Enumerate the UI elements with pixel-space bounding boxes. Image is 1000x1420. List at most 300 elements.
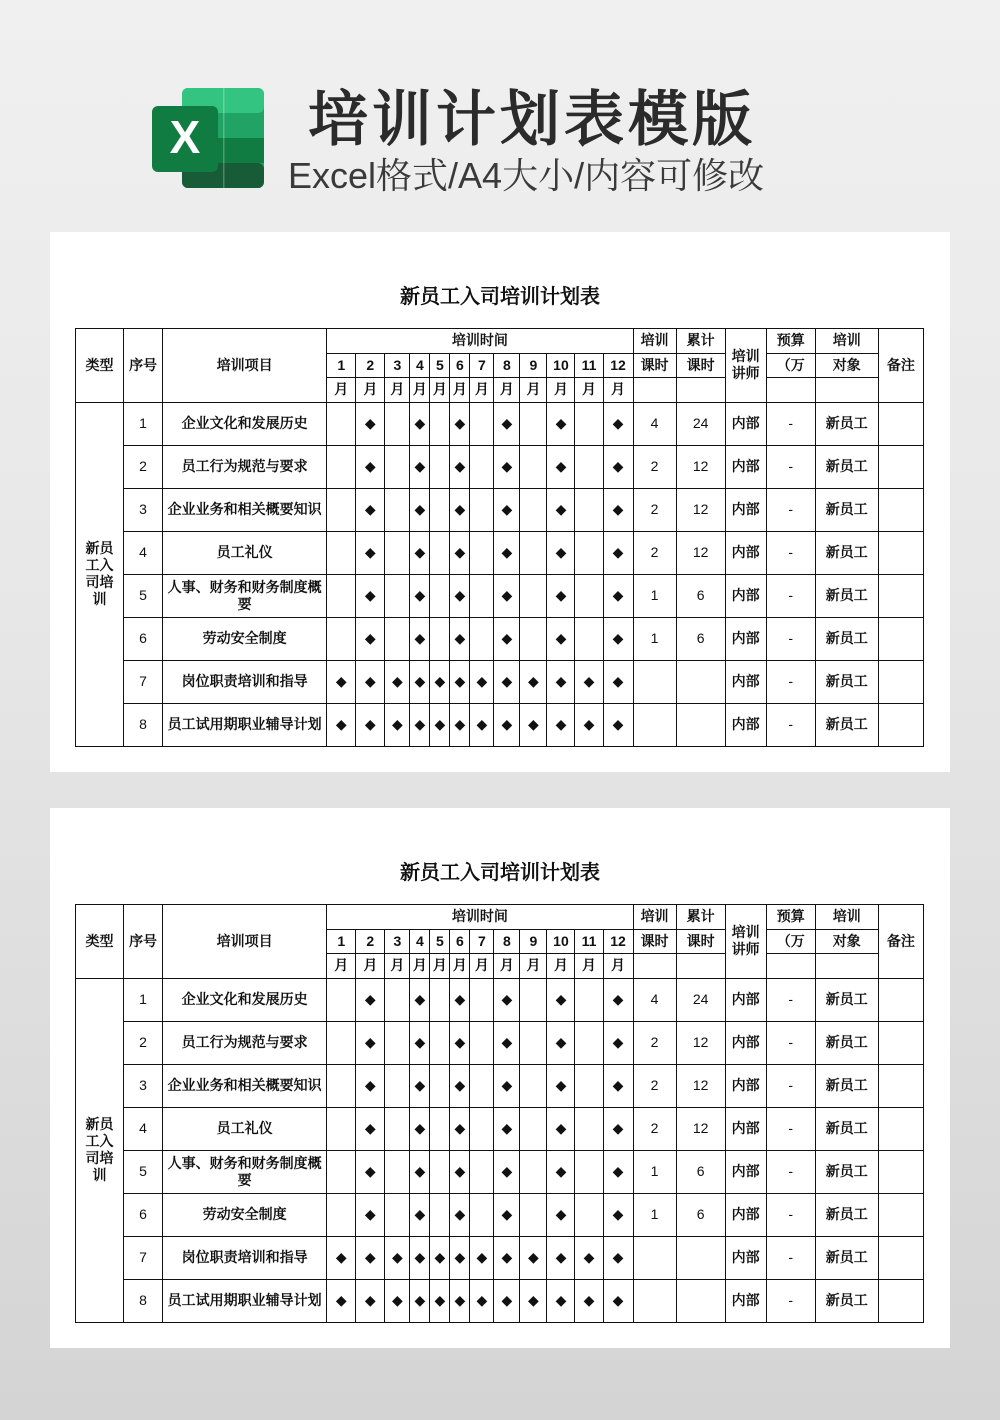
schedule-mark: ◆ [603, 402, 633, 445]
schedule-mark: ◆ [547, 1279, 575, 1322]
row-note [878, 1064, 923, 1107]
row-note [878, 402, 923, 445]
schedule-mark: ◆ [470, 660, 494, 703]
schedule-mark: ◆ [494, 660, 520, 703]
header-month-number: 7 [470, 353, 494, 378]
row-budget: - [766, 445, 815, 488]
schedule-mark: ◆ [356, 445, 385, 488]
header-hours: 培训 [633, 905, 676, 930]
row-total: 12 [676, 1021, 725, 1064]
row-budget: - [766, 1150, 815, 1193]
schedule-mark: ◆ [575, 1236, 603, 1279]
schedule-mark: ◆ [603, 488, 633, 531]
row-target: 新员工 [815, 445, 878, 488]
schedule-empty [430, 488, 450, 531]
row-target: 新员工 [815, 1150, 878, 1193]
row-teacher: 内部 [725, 1279, 766, 1322]
schedule-empty [327, 1064, 356, 1107]
schedule-mark: ◆ [603, 1064, 633, 1107]
schedule-empty [470, 574, 494, 617]
schedule-empty [430, 1150, 450, 1193]
schedule-mark: ◆ [410, 1279, 430, 1322]
row-note [878, 660, 923, 703]
header-month-number: 10 [547, 353, 575, 378]
schedule-mark: ◆ [410, 978, 430, 1021]
header-month-number: 4 [410, 929, 430, 954]
schedule-mark: ◆ [450, 703, 470, 746]
schedule-mark: ◆ [450, 617, 470, 660]
schedule-mark: ◆ [410, 1193, 430, 1236]
table-row [76, 445, 924, 488]
row-teacher: 内部 [725, 488, 766, 531]
row-item: 岗位职责培训和指导 [163, 660, 327, 703]
training-plan-table [75, 904, 924, 1323]
row-seq: 6 [124, 1193, 163, 1236]
schedule-empty [327, 445, 356, 488]
row-hours: 1 [633, 617, 676, 660]
row-seq: 1 [124, 402, 163, 445]
schedule-mark: ◆ [356, 1021, 385, 1064]
header-month-unit: 月 [430, 954, 450, 979]
schedule-mark: ◆ [470, 1236, 494, 1279]
schedule-mark: ◆ [430, 703, 450, 746]
schedule-empty [470, 488, 494, 531]
header-note: 备注 [878, 905, 923, 979]
row-note [878, 1279, 923, 1322]
header-target-line2: 对象 [815, 353, 878, 378]
row-item: 企业文化和发展历史 [163, 978, 327, 1021]
schedule-empty [520, 402, 547, 445]
type-cell [76, 978, 124, 1322]
schedule-mark: ◆ [356, 402, 385, 445]
schedule-empty [327, 1150, 356, 1193]
header-month-number: 11 [575, 353, 603, 378]
schedule-mark: ◆ [547, 1021, 575, 1064]
schedule-mark: ◆ [385, 703, 410, 746]
schedule-mark: ◆ [603, 1236, 633, 1279]
header-item: 培训项目 [163, 905, 327, 979]
header-type: 类型 [76, 329, 124, 403]
schedule-mark: ◆ [430, 1279, 450, 1322]
schedule-mark: ◆ [410, 1021, 430, 1064]
schedule-empty [470, 978, 494, 1021]
header-month-number: 6 [450, 929, 470, 954]
schedule-mark: ◆ [450, 488, 470, 531]
schedule-empty [430, 574, 450, 617]
schedule-empty [470, 402, 494, 445]
row-note [878, 1193, 923, 1236]
schedule-mark: ◆ [450, 1064, 470, 1107]
schedule-mark: ◆ [356, 1279, 385, 1322]
row-target: 新员工 [815, 1193, 878, 1236]
row-total: 24 [676, 402, 725, 445]
row-item: 企业业务和相关概要知识 [163, 488, 327, 531]
row-hours: 2 [633, 1107, 676, 1150]
row-budget: - [766, 660, 815, 703]
schedule-empty [385, 1150, 410, 1193]
row-note [878, 1021, 923, 1064]
row-item: 员工礼仪 [163, 1107, 327, 1150]
schedule-mark: ◆ [603, 531, 633, 574]
row-seq: 4 [124, 531, 163, 574]
schedule-mark: ◆ [547, 1193, 575, 1236]
row-budget: - [766, 1236, 815, 1279]
row-teacher: 内部 [725, 574, 766, 617]
type-label: 新员工入司培训 [85, 1116, 114, 1183]
row-teacher: 内部 [725, 445, 766, 488]
row-target: 新员工 [815, 402, 878, 445]
schedule-mark: ◆ [450, 1150, 470, 1193]
row-budget: - [766, 402, 815, 445]
row-total [676, 1236, 725, 1279]
row-item: 员工行为规范与要求 [163, 1021, 327, 1064]
schedule-empty [470, 531, 494, 574]
schedule-empty [575, 531, 603, 574]
schedule-empty [575, 445, 603, 488]
row-seq: 5 [124, 574, 163, 617]
schedule-empty [327, 1107, 356, 1150]
header-month-number: 1 [327, 929, 356, 954]
header-empty [633, 378, 676, 403]
table-row [76, 402, 924, 445]
schedule-mark: ◆ [494, 574, 520, 617]
training-plan-table [75, 328, 924, 747]
schedule-empty [575, 1107, 603, 1150]
header-month-number: 1 [327, 353, 356, 378]
table-row [76, 617, 924, 660]
schedule-mark: ◆ [450, 531, 470, 574]
row-budget: - [766, 703, 815, 746]
schedule-mark: ◆ [575, 660, 603, 703]
schedule-mark: ◆ [410, 402, 430, 445]
schedule-mark: ◆ [547, 660, 575, 703]
header-month-unit: 月 [385, 954, 410, 979]
schedule-mark: ◆ [494, 1193, 520, 1236]
schedule-mark: ◆ [547, 1107, 575, 1150]
header-month-unit: 月 [356, 378, 385, 403]
schedule-empty [385, 978, 410, 1021]
row-note [878, 1107, 923, 1150]
schedule-mark: ◆ [603, 1021, 633, 1064]
schedule-mark: ◆ [410, 445, 430, 488]
table-row [76, 1150, 924, 1193]
table-row [76, 488, 924, 531]
schedule-mark: ◆ [450, 1021, 470, 1064]
row-note [878, 488, 923, 531]
schedule-empty [385, 445, 410, 488]
schedule-empty [575, 1193, 603, 1236]
header-month-unit: 月 [494, 954, 520, 979]
row-seq: 1 [124, 978, 163, 1021]
row-item: 员工礼仪 [163, 531, 327, 574]
schedule-mark: ◆ [494, 488, 520, 531]
row-seq: 3 [124, 1064, 163, 1107]
header-teacher [725, 905, 766, 979]
schedule-empty [385, 1064, 410, 1107]
header-month-unit: 月 [520, 954, 547, 979]
schedule-empty [430, 402, 450, 445]
row-total: 12 [676, 488, 725, 531]
header-month-number: 5 [430, 353, 450, 378]
schedule-mark: ◆ [470, 1279, 494, 1322]
schedule-mark: ◆ [520, 1236, 547, 1279]
schedule-empty [327, 1193, 356, 1236]
schedule-mark: ◆ [494, 978, 520, 1021]
row-teacher: 内部 [725, 1107, 766, 1150]
header-total: 累计 [676, 905, 725, 930]
row-target: 新员工 [815, 978, 878, 1021]
row-total [676, 703, 725, 746]
header-total-line2: 课时 [676, 353, 725, 378]
schedule-mark: ◆ [547, 1236, 575, 1279]
row-hours [633, 660, 676, 703]
schedule-mark: ◆ [575, 1279, 603, 1322]
table-row [76, 1064, 924, 1107]
schedule-empty [520, 617, 547, 660]
row-total: 12 [676, 445, 725, 488]
table-row [76, 574, 924, 617]
header-budget-line2: （万 [766, 929, 815, 954]
table-row [76, 703, 924, 746]
schedule-mark: ◆ [547, 531, 575, 574]
header-month-unit: 月 [410, 378, 430, 403]
row-note [878, 1236, 923, 1279]
header-month-unit: 月 [547, 954, 575, 979]
schedule-empty [520, 445, 547, 488]
header-month-number: 8 [494, 353, 520, 378]
row-total: 6 [676, 1193, 725, 1236]
row-hours: 4 [633, 402, 676, 445]
row-seq: 8 [124, 1279, 163, 1322]
schedule-empty [327, 617, 356, 660]
table-row [76, 1279, 924, 1322]
row-teacher: 内部 [725, 1150, 766, 1193]
row-hours: 1 [633, 1193, 676, 1236]
schedule-empty [327, 574, 356, 617]
header-target-line2: 对象 [815, 929, 878, 954]
schedule-empty [470, 1064, 494, 1107]
row-item: 员工试用期职业辅导计划 [163, 1279, 327, 1322]
row-item: 劳动安全制度 [163, 617, 327, 660]
schedule-empty [520, 978, 547, 1021]
header-total-line2: 课时 [676, 929, 725, 954]
schedule-mark: ◆ [356, 1193, 385, 1236]
schedule-mark: ◆ [356, 660, 385, 703]
header-month-unit: 月 [450, 954, 470, 979]
schedule-mark: ◆ [547, 703, 575, 746]
table-row [76, 660, 924, 703]
row-hours [633, 1236, 676, 1279]
schedule-empty [520, 531, 547, 574]
header-empty [815, 378, 878, 403]
schedule-mark: ◆ [603, 703, 633, 746]
header-month-number: 8 [494, 929, 520, 954]
schedule-mark: ◆ [494, 1021, 520, 1064]
row-hours: 4 [633, 978, 676, 1021]
header-month-unit: 月 [327, 378, 356, 403]
header-target: 培训 [815, 905, 878, 930]
schedule-mark: ◆ [327, 703, 356, 746]
row-note [878, 703, 923, 746]
row-target: 新员工 [815, 1107, 878, 1150]
header-total: 累计 [676, 329, 725, 354]
row-note [878, 1150, 923, 1193]
table-row [76, 978, 924, 1021]
schedule-mark: ◆ [547, 574, 575, 617]
row-total: 6 [676, 574, 725, 617]
sheet-title: 新员工入司培训计划表 [400, 862, 600, 884]
header-target: 培训 [815, 329, 878, 354]
row-total: 6 [676, 1150, 725, 1193]
header-empty [633, 954, 676, 979]
schedule-empty [520, 1193, 547, 1236]
row-teacher: 内部 [725, 1064, 766, 1107]
header-month-number: 7 [470, 929, 494, 954]
logo-letter: X [169, 111, 201, 163]
schedule-empty [430, 1021, 450, 1064]
header-month-number: 12 [603, 353, 633, 378]
schedule-mark: ◆ [410, 617, 430, 660]
row-total: 12 [676, 1064, 725, 1107]
schedule-mark: ◆ [494, 617, 520, 660]
row-total [676, 660, 725, 703]
schedule-empty [470, 1150, 494, 1193]
schedule-empty [430, 1107, 450, 1150]
schedule-empty [385, 1107, 410, 1150]
schedule-mark: ◆ [410, 1107, 430, 1150]
row-item: 员工行为规范与要求 [163, 445, 327, 488]
row-hours: 1 [633, 1150, 676, 1193]
header-month-unit: 月 [547, 378, 575, 403]
schedule-empty [470, 617, 494, 660]
row-teacher: 内部 [725, 1236, 766, 1279]
sheet-preview-1 [50, 232, 950, 772]
header-seq: 序号 [124, 905, 163, 979]
schedule-empty [327, 978, 356, 1021]
sheet-preview-2 [50, 808, 950, 1348]
schedule-mark: ◆ [410, 574, 430, 617]
schedule-mark: ◆ [410, 1064, 430, 1107]
schedule-mark: ◆ [603, 978, 633, 1021]
row-note [878, 531, 923, 574]
row-budget: - [766, 1193, 815, 1236]
schedule-mark: ◆ [450, 402, 470, 445]
schedule-empty [430, 1064, 450, 1107]
header-month-unit: 月 [356, 954, 385, 979]
schedule-empty [385, 617, 410, 660]
schedule-mark: ◆ [410, 531, 430, 574]
row-item: 人事、财务和财务制度概要 [163, 574, 327, 617]
row-teacher: 内部 [725, 1193, 766, 1236]
schedule-empty [430, 1193, 450, 1236]
row-teacher: 内部 [725, 1021, 766, 1064]
schedule-empty [520, 1107, 547, 1150]
schedule-mark: ◆ [356, 1064, 385, 1107]
row-total: 24 [676, 978, 725, 1021]
header-month-number: 10 [547, 929, 575, 954]
header-budget: 预算 [766, 329, 815, 354]
header-teacher-line1: 培训 [731, 348, 760, 365]
schedule-mark: ◆ [603, 574, 633, 617]
header-time: 培训时间 [327, 905, 633, 930]
schedule-mark: ◆ [450, 1107, 470, 1150]
header-hours: 培训 [633, 329, 676, 354]
schedule-mark: ◆ [327, 1236, 356, 1279]
header-month-number: 6 [450, 353, 470, 378]
header-hours-line2: 课时 [633, 929, 676, 954]
schedule-mark: ◆ [547, 978, 575, 1021]
schedule-empty [327, 531, 356, 574]
row-item: 企业业务和相关概要知识 [163, 1064, 327, 1107]
schedule-mark: ◆ [603, 660, 633, 703]
page-subtitle: Excel格式/A4大小/内容可修改 [288, 155, 765, 196]
header-month-number: 2 [356, 353, 385, 378]
schedule-empty [575, 1064, 603, 1107]
table-row [76, 1107, 924, 1150]
header-budget: 预算 [766, 905, 815, 930]
row-budget: - [766, 1064, 815, 1107]
row-target: 新员工 [815, 1021, 878, 1064]
schedule-empty [327, 1021, 356, 1064]
schedule-mark: ◆ [356, 617, 385, 660]
row-seq: 7 [124, 1236, 163, 1279]
row-item: 人事、财务和财务制度概要 [163, 1150, 327, 1193]
header-hours-line2: 课时 [633, 353, 676, 378]
row-target: 新员工 [815, 574, 878, 617]
schedule-mark: ◆ [547, 1150, 575, 1193]
schedule-mark: ◆ [410, 660, 430, 703]
schedule-empty [575, 617, 603, 660]
header-row [76, 905, 924, 930]
row-total: 6 [676, 617, 725, 660]
row-target: 新员工 [815, 703, 878, 746]
schedule-mark: ◆ [385, 660, 410, 703]
schedule-empty [327, 488, 356, 531]
header-month-number: 3 [385, 929, 410, 954]
schedule-empty [470, 1107, 494, 1150]
schedule-empty [470, 1021, 494, 1064]
schedule-empty [520, 1064, 547, 1107]
schedule-mark: ◆ [470, 703, 494, 746]
schedule-mark: ◆ [450, 1279, 470, 1322]
row-seq: 5 [124, 1150, 163, 1193]
row-budget: - [766, 1107, 815, 1150]
schedule-mark: ◆ [356, 574, 385, 617]
schedule-empty [520, 1150, 547, 1193]
row-target: 新员工 [815, 660, 878, 703]
row-hours: 2 [633, 445, 676, 488]
header-month-unit: 月 [603, 378, 633, 403]
schedule-mark: ◆ [547, 488, 575, 531]
schedule-mark: ◆ [450, 978, 470, 1021]
row-hours: 2 [633, 1064, 676, 1107]
row-seq: 4 [124, 1107, 163, 1150]
row-budget: - [766, 617, 815, 660]
row-target: 新员工 [815, 1279, 878, 1322]
row-hours [633, 703, 676, 746]
table-row [76, 1236, 924, 1279]
row-item: 岗位职责培训和指导 [163, 1236, 327, 1279]
row-total: 12 [676, 531, 725, 574]
schedule-empty [385, 531, 410, 574]
schedule-empty [430, 978, 450, 1021]
schedule-mark: ◆ [385, 1279, 410, 1322]
header-month-number: 3 [385, 353, 410, 378]
header-item: 培训项目 [163, 329, 327, 403]
schedule-empty [385, 574, 410, 617]
header-month-unit: 月 [603, 954, 633, 979]
row-teacher: 内部 [725, 660, 766, 703]
